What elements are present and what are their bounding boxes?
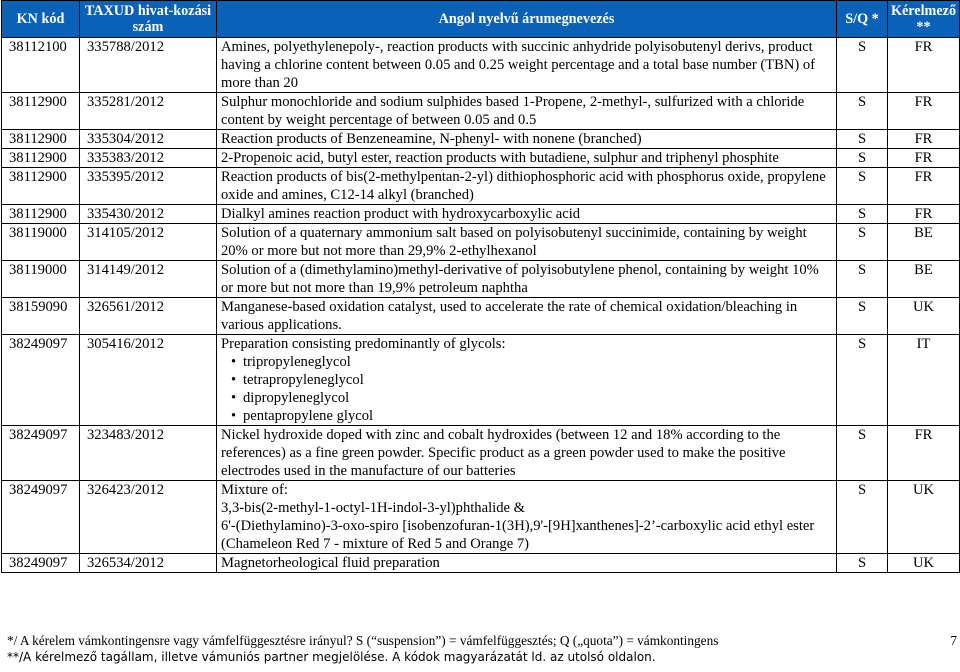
cell-description <box>217 335 837 426</box>
cell-sq: S <box>837 149 888 168</box>
cell-description <box>217 261 837 298</box>
header-sq: S/Q * <box>837 1 888 38</box>
cell-sq: S <box>837 130 888 149</box>
table-body <box>2 38 960 573</box>
cell-description <box>217 130 837 149</box>
cell-kn-code: 38249097 <box>2 554 80 573</box>
mixture-component: (Chameleon Red 7 - mixture of Red 5 and Orange 7) <box>221 536 530 552</box>
cell-taxud-ref: 335788/2012 <box>80 38 217 93</box>
cell-sq: S <box>837 261 888 298</box>
cell-description <box>217 38 837 93</box>
cell-taxud-ref: 323483/2012 <box>80 426 217 481</box>
table-row <box>2 205 960 224</box>
cell-kn-code: 38112900 <box>2 149 80 168</box>
cell-taxud-ref: 335383/2012 <box>80 149 217 168</box>
cell-description <box>217 168 837 205</box>
table-row <box>2 426 960 481</box>
table-row <box>2 554 960 573</box>
cell-applicant: IT <box>888 335 960 426</box>
description-text: Solution of a quaternary ammonium salt based on polyisobutenyl succinimide, containing by weight 20% or more but not more than 29,9% 2-ethylhexanol <box>221 225 807 259</box>
cell-sq: S <box>837 93 888 130</box>
cell-description <box>217 205 837 224</box>
cell-kn-code: 38112900 <box>2 93 80 130</box>
description-text: 2-Propenoic acid, butyl ester, reaction products with butadiene, sulphur and triphenyl phosphite <box>221 150 779 166</box>
description-text: Manganese-based oxidation catalyst, used to accelerate the rate of chemical oxidation/bleaching in various applications. <box>221 299 798 333</box>
cell-sq: S <box>837 426 888 481</box>
table-row <box>2 130 960 149</box>
cell-applicant: FR <box>888 205 960 224</box>
cell-applicant: UK <box>888 298 960 335</box>
cell-applicant: FR <box>888 426 960 481</box>
cell-sq: S <box>837 205 888 224</box>
cell-taxud-ref: 335430/2012 <box>80 205 217 224</box>
glycol-list-item: • tripropyleneglycol <box>231 353 834 371</box>
table-header <box>2 1 960 38</box>
table-row <box>2 168 960 205</box>
mixture-component: 3,3-bis(2-methyl-1-octyl-1H-indol-3-yl)phthalide & <box>221 500 525 516</box>
cell-kn-code: 38112900 <box>2 168 80 205</box>
cell-kn-code: 38112100 <box>2 38 80 93</box>
description-text: Magnetorheological fluid preparation <box>221 555 440 571</box>
cell-description <box>217 93 837 130</box>
table-row <box>2 481 960 554</box>
footnote-sq: */ A kérelem vámkontingensre vagy vámfelfüggesztésre irányul? S (“suspension”) = vámfelfüggesztés; Q („quota”) = vámkontingens <box>7 633 719 648</box>
glycol-list-item: • pentapropylene glycol <box>231 407 834 425</box>
cell-description <box>217 149 837 168</box>
cell-taxud-ref: 335281/2012 <box>80 93 217 130</box>
cell-kn-code: 38119000 <box>2 261 80 298</box>
cell-description <box>217 426 837 481</box>
cell-taxud-ref: 335304/2012 <box>80 130 217 149</box>
cell-kn-code: 38159090 <box>2 298 80 335</box>
cell-description <box>217 298 837 335</box>
cell-kn-code: 38119000 <box>2 224 80 261</box>
description-text: Solution of a (dimethylamino)methyl-derivative of polyisobutylene phenol, containing by weight 10% or more but not more than 19,9% petroleum naphtha <box>221 262 819 296</box>
cell-applicant: BE <box>888 224 960 261</box>
description-text: Nickel hydroxide doped with zinc and cobalt hydroxides (between 12 and 18% according to the references) as a fine green powder. Specific product as a green powder used to make the positive electrodes used in the manufacture of our batteries <box>221 427 786 479</box>
cell-taxud-ref: 326423/2012 <box>80 481 217 554</box>
cell-applicant: UK <box>888 481 960 554</box>
cell-sq: S <box>837 168 888 205</box>
description-text: Mixture of: <box>221 482 288 498</box>
cell-applicant: FR <box>888 93 960 130</box>
cell-applicant: BE <box>888 261 960 298</box>
mixture-component: 6'-(Diethylamino)-3-oxo-spiro [isobenzofuran-1(3H),9'-[9H]xanthenes]-2’-carboxylic acid ethyl ester <box>221 518 815 534</box>
cell-sq: S <box>837 224 888 261</box>
table-row <box>2 261 960 298</box>
cell-sq: S <box>837 481 888 554</box>
cell-taxud-ref: 305416/2012 <box>80 335 217 426</box>
cell-sq: S <box>837 335 888 426</box>
description-text: Reaction products of bis(2-methylpentan-2-yl) dithiophosphoric acid with phosphorus oxide, propylene oxide and amines, C12-14 alkyl (branched) <box>221 169 826 203</box>
description-text: Sulphur monochloride and sodium sulphides based 1-Propene, 2-methyl-, sulfurized with a chloride content by weight percentage of between 0.05 and 0.5 <box>221 94 805 128</box>
cell-description <box>217 481 837 554</box>
table-row <box>2 149 960 168</box>
cell-taxud-ref: 326561/2012 <box>80 298 217 335</box>
cell-kn-code: 38249097 <box>2 335 80 426</box>
cell-sq: S <box>837 298 888 335</box>
cell-taxud-ref: 314105/2012 <box>80 224 217 261</box>
cell-kn-code: 38112900 <box>2 130 80 149</box>
cell-kn-code: 38112900 <box>2 205 80 224</box>
header-applicant: Kérelmező ** <box>888 1 960 38</box>
page-number: 7 <box>950 633 957 648</box>
table-row <box>2 335 960 426</box>
table-row <box>2 38 960 93</box>
glycol-list-item: • tetrapropyleneglycol <box>231 371 834 389</box>
cell-kn-code: 38249097 <box>2 481 80 554</box>
description-text: Preparation consisting predominantly of glycols: <box>221 336 506 352</box>
description-text: Dialkyl amines reaction product with hydroxycarboxylic acid <box>221 206 581 222</box>
cell-applicant: FR <box>888 130 960 149</box>
cell-applicant: FR <box>888 149 960 168</box>
footnote-applicant: **/A kérelmező tagállam, illetve vámuniós partner megjelölése. A kódok magyarázatát ld. az utolsó oldalon. <box>7 650 656 664</box>
cell-taxud-ref: 335395/2012 <box>80 168 217 205</box>
cell-taxud-ref: 326534/2012 <box>80 554 217 573</box>
description-text: Amines, polyethylenepoly-, reaction products with succinic anhydride polyisobutenyl derivs, product having a chlorine content between 0.05 and 0.25 weight percentage and a total base number (TBN) of more than 20 <box>221 39 816 91</box>
cell-applicant: FR <box>888 168 960 205</box>
footnotes <box>7 633 957 665</box>
header-taxud-ref: TAXUD hivat-kozási szám <box>80 1 217 38</box>
tariff-table <box>1 0 960 573</box>
cell-applicant: UK <box>888 554 960 573</box>
header-kn-code: KN kód <box>2 1 80 38</box>
description-text: Reaction products of Benzeneamine, N-phenyl- with nonene (branched) <box>221 131 642 147</box>
table-row <box>2 224 960 261</box>
cell-sq: S <box>837 38 888 93</box>
header-description: Angol nyelvű árumegnevezés <box>217 1 837 38</box>
glycol-list-item: • dipropyleneglycol <box>231 389 834 407</box>
cell-description <box>217 554 837 573</box>
cell-taxud-ref: 314149/2012 <box>80 261 217 298</box>
table-row <box>2 93 960 130</box>
cell-applicant: FR <box>888 38 960 93</box>
table-row <box>2 298 960 335</box>
glycol-list <box>221 353 834 425</box>
cell-description <box>217 224 837 261</box>
cell-kn-code: 38249097 <box>2 426 80 481</box>
cell-sq: S <box>837 554 888 573</box>
